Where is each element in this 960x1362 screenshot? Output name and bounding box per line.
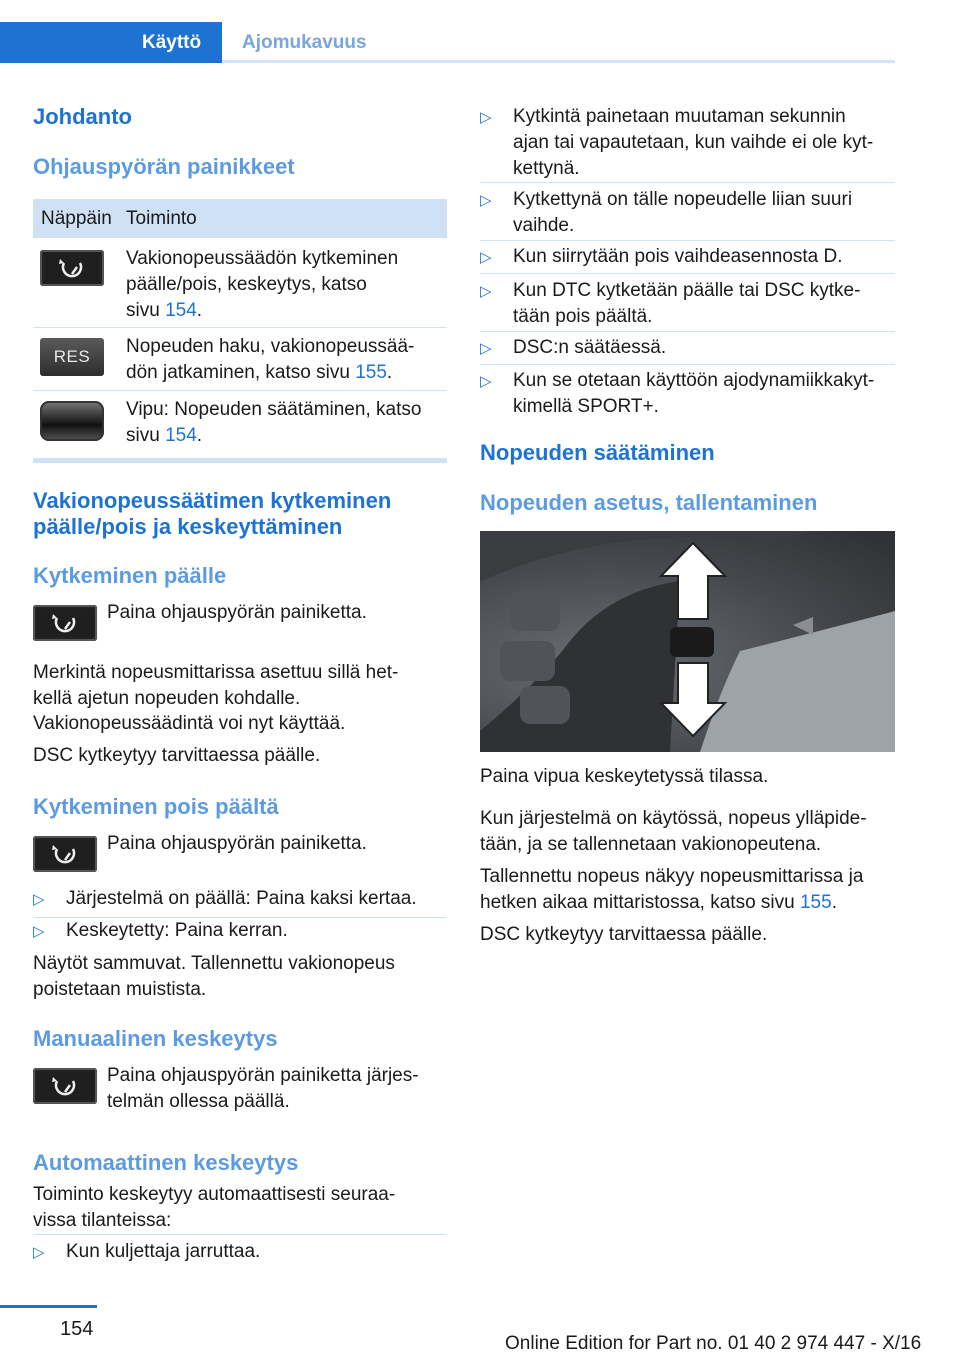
heading-ohjauspyoran-painikkeet: Ohjauspyörän painikkeet (33, 154, 295, 179)
table-row (33, 391, 447, 458)
text-line: kellä ajetun nopeuden kohdalle. (33, 688, 301, 709)
bullet-icon: ▷ (480, 109, 492, 126)
text-line: Kun järjestelmä on käytössä, nopeus ylläpide- (480, 808, 867, 829)
period: . (196, 300, 203, 321)
text-line: Kun se otetaan käyttöön ajodynamiikkakyt- (513, 370, 875, 391)
press-instruction (107, 1063, 419, 1115)
bullet-icon: ▷ (33, 891, 45, 908)
paragraph: DSC kytkeytyy tarvittaessa päälle. (480, 924, 768, 945)
bullet-icon: ▷ (33, 923, 45, 940)
list-divider (480, 364, 895, 365)
heading-line1: Vakionopeussäätimen kytkeminen (33, 488, 392, 513)
footer-rule (0, 1305, 97, 1308)
text-line: Kytkintä painetaan muutaman sekunnin (513, 106, 846, 127)
page-link-155[interactable]: 155 (355, 362, 387, 383)
period: . (196, 425, 203, 446)
paragraph: Vakionopeussäädintä voi nyt käyttää. (33, 713, 346, 734)
heading-vakionopeussaatimen (33, 488, 391, 540)
bullet-icon: ▷ (480, 373, 492, 390)
row3-line1: Vipu: Nopeuden säätäminen, katso (126, 399, 422, 420)
text-line: Toiminto keskeytyy automaattisesti seuraa- (33, 1184, 396, 1205)
heading-nopeuden-saataminen: Nopeuden säätäminen (480, 440, 715, 465)
list-divider (480, 273, 895, 274)
press-instruction: Paina ohjauspyörän painiketta. (107, 602, 367, 623)
press-instruction: Paina ohjauspyörän painiketta. (107, 833, 367, 854)
tab-kaytto[interactable]: Käyttö (0, 22, 222, 63)
text-line: vaihde. (513, 215, 575, 236)
res-button-icon (40, 338, 104, 376)
text-line: Kun DTC kytketään päälle tai DSC kytke- (513, 280, 861, 301)
text-line: Näytöt sammuvat. Tallennettu vakionopeus (33, 953, 395, 974)
list-divider (480, 182, 895, 183)
heading-manuaalinen: Manuaalinen keskeytys (33, 1026, 278, 1051)
bullet-icon: ▷ (480, 192, 492, 209)
list-item: DSC:n säätäessä. (513, 337, 667, 358)
list-divider (33, 1234, 447, 1235)
list-item: Kun siirrytään pois vaihdeasennosta D. (513, 246, 843, 267)
text-line: kimellä SPORT+. (513, 396, 659, 417)
heading-kytkeminen-pois: Kytkeminen pois päältä (33, 794, 279, 819)
row1-line2: päälle/pois, keskeytys, katso (126, 274, 367, 295)
paragraph (33, 1182, 395, 1234)
text-line: ajan tai vapautetaan, kun vaihde ei ole kyt- (513, 132, 874, 153)
steering-wheel-image (480, 531, 895, 752)
bullet-icon: ▷ (480, 249, 492, 266)
text-line: vissa tilanteissa: (33, 1210, 172, 1231)
bullet-icon: ▷ (480, 340, 492, 357)
text-line: Paina ohjauspyörän painiketta järjes- (107, 1065, 419, 1086)
table-row (33, 328, 447, 391)
text-line: hetken aikaa mittaristossa, katso sivu (480, 892, 800, 913)
edition-text: Online Edition for Part no. 01 40 2 974 447 - X/16 (505, 1333, 922, 1354)
period: . (386, 362, 393, 383)
bullet-icon: ▷ (33, 1244, 45, 1261)
text-line: poistetaan muistista. (33, 979, 207, 1000)
table-row (33, 238, 447, 328)
heading-automaattinen: Automaattinen keskeytys (33, 1150, 299, 1175)
text-line: tään, ja se tallennetaan vakionopeutena. (480, 834, 822, 855)
page-number: 154 (60, 1318, 94, 1340)
paragraph (33, 951, 395, 1003)
cruise-control-icon (33, 605, 97, 641)
list-divider (480, 331, 895, 332)
list-item (513, 278, 860, 330)
period: . (831, 892, 837, 913)
row1-line1: Vakionopeussäädön kytkeminen (126, 248, 399, 269)
heading-line2: päälle/pois ja keskeyttäminen (33, 514, 343, 539)
col-nappain: Näppäin (41, 208, 112, 229)
paragraph (480, 864, 863, 916)
res-label: RES (53, 347, 91, 366)
text-line: tään pois päältä. (513, 306, 653, 327)
row1-line3: sivu (126, 300, 166, 321)
col-toiminto: Toiminto (126, 208, 197, 229)
text-line: Tallennettu nopeus näkyy nopeusmittarissa ja (480, 866, 864, 887)
page-link-154[interactable]: 154 (165, 425, 197, 446)
text-line: telmän ollessa päällä. (107, 1091, 290, 1112)
lever-icon (40, 401, 104, 441)
row2-line2: dön jatkaminen, katso sivu (126, 362, 356, 383)
page-link-154[interactable]: 154 (165, 300, 197, 321)
heading-johdanto: Johdanto (33, 104, 132, 129)
list-item (513, 368, 874, 420)
list-item (513, 187, 852, 239)
text-line: kettynä. (513, 158, 580, 179)
text-line: Kytkettynä on tälle nopeudelle liian suuri (513, 189, 853, 210)
tab-ajomukavuus[interactable]: Ajomukavuus (242, 32, 367, 53)
list-item: Keskeytetty: Paina kerran. (66, 920, 288, 941)
row3-line2: sivu (126, 425, 166, 446)
list-divider (480, 240, 895, 241)
button-table (33, 199, 447, 463)
cruise-control-icon (33, 1068, 97, 1104)
page-link-155[interactable]: 155 (799, 892, 832, 913)
paragraph (480, 806, 867, 858)
paragraph: DSC kytkeytyy tarvittaessa päälle. (33, 745, 321, 766)
table-bottom-rule (33, 458, 447, 463)
cruise-control-icon (33, 836, 97, 872)
text-line: Merkintä nopeusmittarissa asettuu sillä het- (33, 662, 399, 683)
paragraph: Paina vipua keskeytetyssä tilassa. (480, 766, 769, 787)
table-header (33, 199, 447, 238)
list-item (513, 104, 873, 182)
row2-line1: Nopeuden haku, vakionopeussää- (126, 336, 415, 357)
list-item: Kun kuljettaja jarruttaa. (66, 1241, 261, 1262)
paragraph (33, 660, 398, 712)
heading-kytkeminen-paalle: Kytkeminen päälle (33, 563, 227, 588)
heading-nopeuden-asetus: Nopeuden asetus, tallentaminen (480, 490, 818, 515)
bullet-icon: ▷ (480, 283, 492, 300)
cruise-control-icon (40, 250, 104, 286)
list-item: Järjestelmä on päällä: Paina kaksi kertaa. (66, 888, 417, 909)
